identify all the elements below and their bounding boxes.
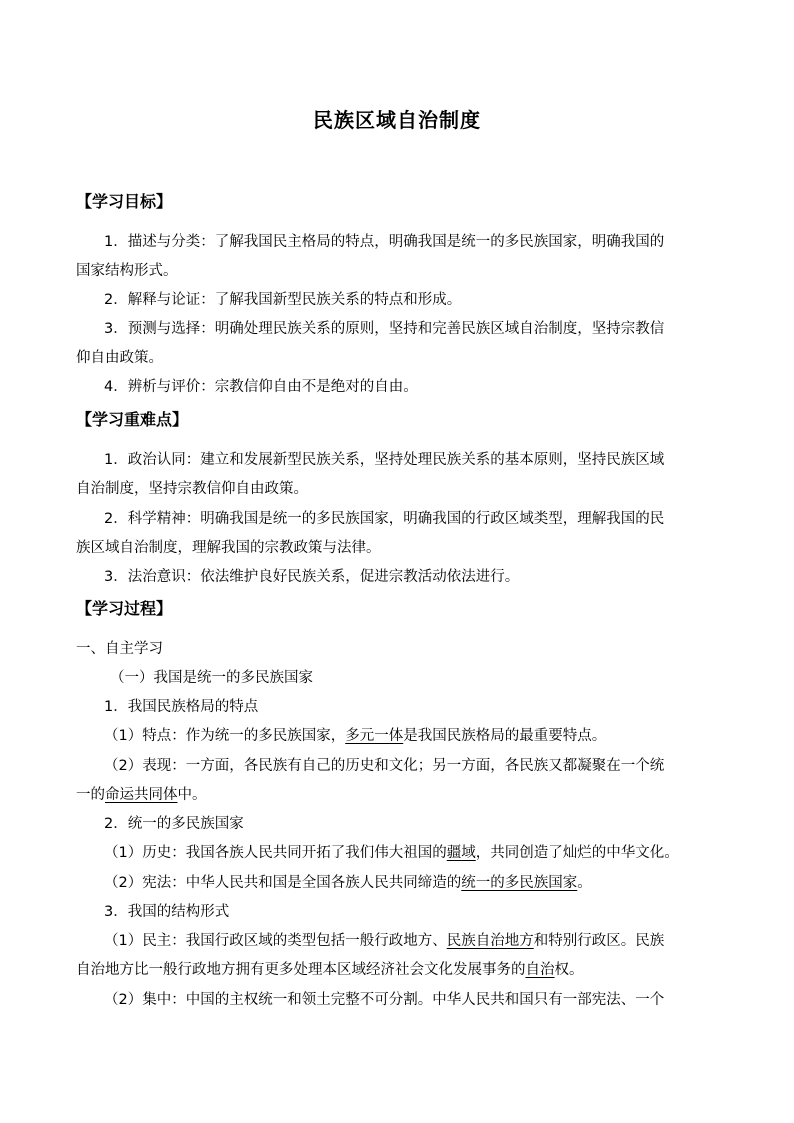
underlined-answer: 命运共同体 xyxy=(105,787,178,803)
paragraph-line xyxy=(76,960,584,980)
goal-item-1-cont: 国家结构形式。 xyxy=(76,263,178,279)
paragraph-line xyxy=(76,785,207,805)
goal-item-3: 3．预测与选择：明确处理民族关系的原则，坚持和完善民族区域自治制度，坚持宗教信 xyxy=(104,321,665,337)
paragraph-line: （2）集中：中国的主权统一和领土完整不可分割。中华人民共和国只有一部宪法、一个 xyxy=(104,992,665,1008)
text-span: 一的 xyxy=(76,787,105,803)
goal-item-3-cont: 仰自由政策。 xyxy=(76,350,163,366)
key-point-1: 1．政治认同：建立和发展新型民族关系，坚持处理民族关系的基本原则，坚持民族区域 xyxy=(104,452,665,468)
paragraph-line xyxy=(104,726,606,746)
paragraph-line xyxy=(104,873,592,893)
point-heading: 1．我国民族格局的特点 xyxy=(104,699,259,715)
goal-item-4: 4．辨析与评价：宗教信仰自由不是绝对的自由。 xyxy=(104,379,418,395)
paragraph-line xyxy=(104,843,679,863)
text-span: 是我国民族格局的最重要特点。 xyxy=(403,728,607,744)
text-span: （2）宪法：中华人民共和国是全国各族人民共同缔造的 xyxy=(104,875,462,891)
key-point-1-cont: 自治制度，坚持宗教信仰自由政策。 xyxy=(76,481,308,497)
key-point-2-cont: 族区域自治制度，理解我国的宗教政策与法律。 xyxy=(76,540,381,556)
part-heading: 一、自主学习 xyxy=(76,641,163,657)
key-point-2: 2．科学精神：明确我国是统一的多民族国家，明确我国的行政区域类型，理解我国的民 xyxy=(104,511,665,527)
text-span: ，共同创造了灿烂的中华文化。 xyxy=(475,845,679,861)
text-span: （1）民主：我国行政区域的类型包括一般行政地方、 xyxy=(104,933,447,949)
goal-item-2: 2．解释与论证：了解我国新型民族关系的特点和形成。 xyxy=(104,292,462,308)
underlined-answer: 自治 xyxy=(525,962,555,978)
text-span: 和特别行政区。民族 xyxy=(533,933,665,949)
point-heading: 2．统一的多民族国家 xyxy=(104,816,244,832)
goals-heading: 【学习目标】 xyxy=(76,192,173,211)
text-span: 自治地方比一般行政地方拥有更多处理本区域经济社会文化发展事务的 xyxy=(76,962,526,978)
text-span: （1）历史：我国各族人民共同开拓了我们伟大祖国的 xyxy=(104,845,447,861)
process-heading: 【学习过程】 xyxy=(76,599,173,618)
underlined-answer: 多元一体 xyxy=(345,728,404,744)
key-point-3: 3．法治意识：依法维护良好民族关系，促进宗教活动依法进行。 xyxy=(104,569,520,585)
key-points-heading: 【学习重难点】 xyxy=(76,410,189,429)
underlined-answer: 统一的多民族国家 xyxy=(461,875,578,891)
paragraph-line: （2）表现：一方面，各民族有自己的历史和文化；另一方面，各民族又都凝聚在一个统 xyxy=(104,758,665,774)
text-span: 权。 xyxy=(554,962,584,978)
subsection-heading: （一）我国是统一的多民族国家 xyxy=(110,670,313,686)
text-span: 。 xyxy=(577,875,592,891)
underlined-answer: 民族自治地方 xyxy=(446,933,534,949)
goal-item-1: 1．描述与分类：了解我国民主格局的特点，明确我国是统一的多民族国家，明确我国的 xyxy=(104,234,665,250)
paragraph-line xyxy=(104,931,664,951)
text-span: 中。 xyxy=(177,787,207,803)
underlined-answer: 疆域 xyxy=(446,845,476,861)
page-title: 民族区域自治制度 xyxy=(313,108,481,132)
point-heading: 3．我国的结构形式 xyxy=(104,904,230,920)
text-span: （1）特点：作为统一的多民族国家， xyxy=(104,728,346,744)
